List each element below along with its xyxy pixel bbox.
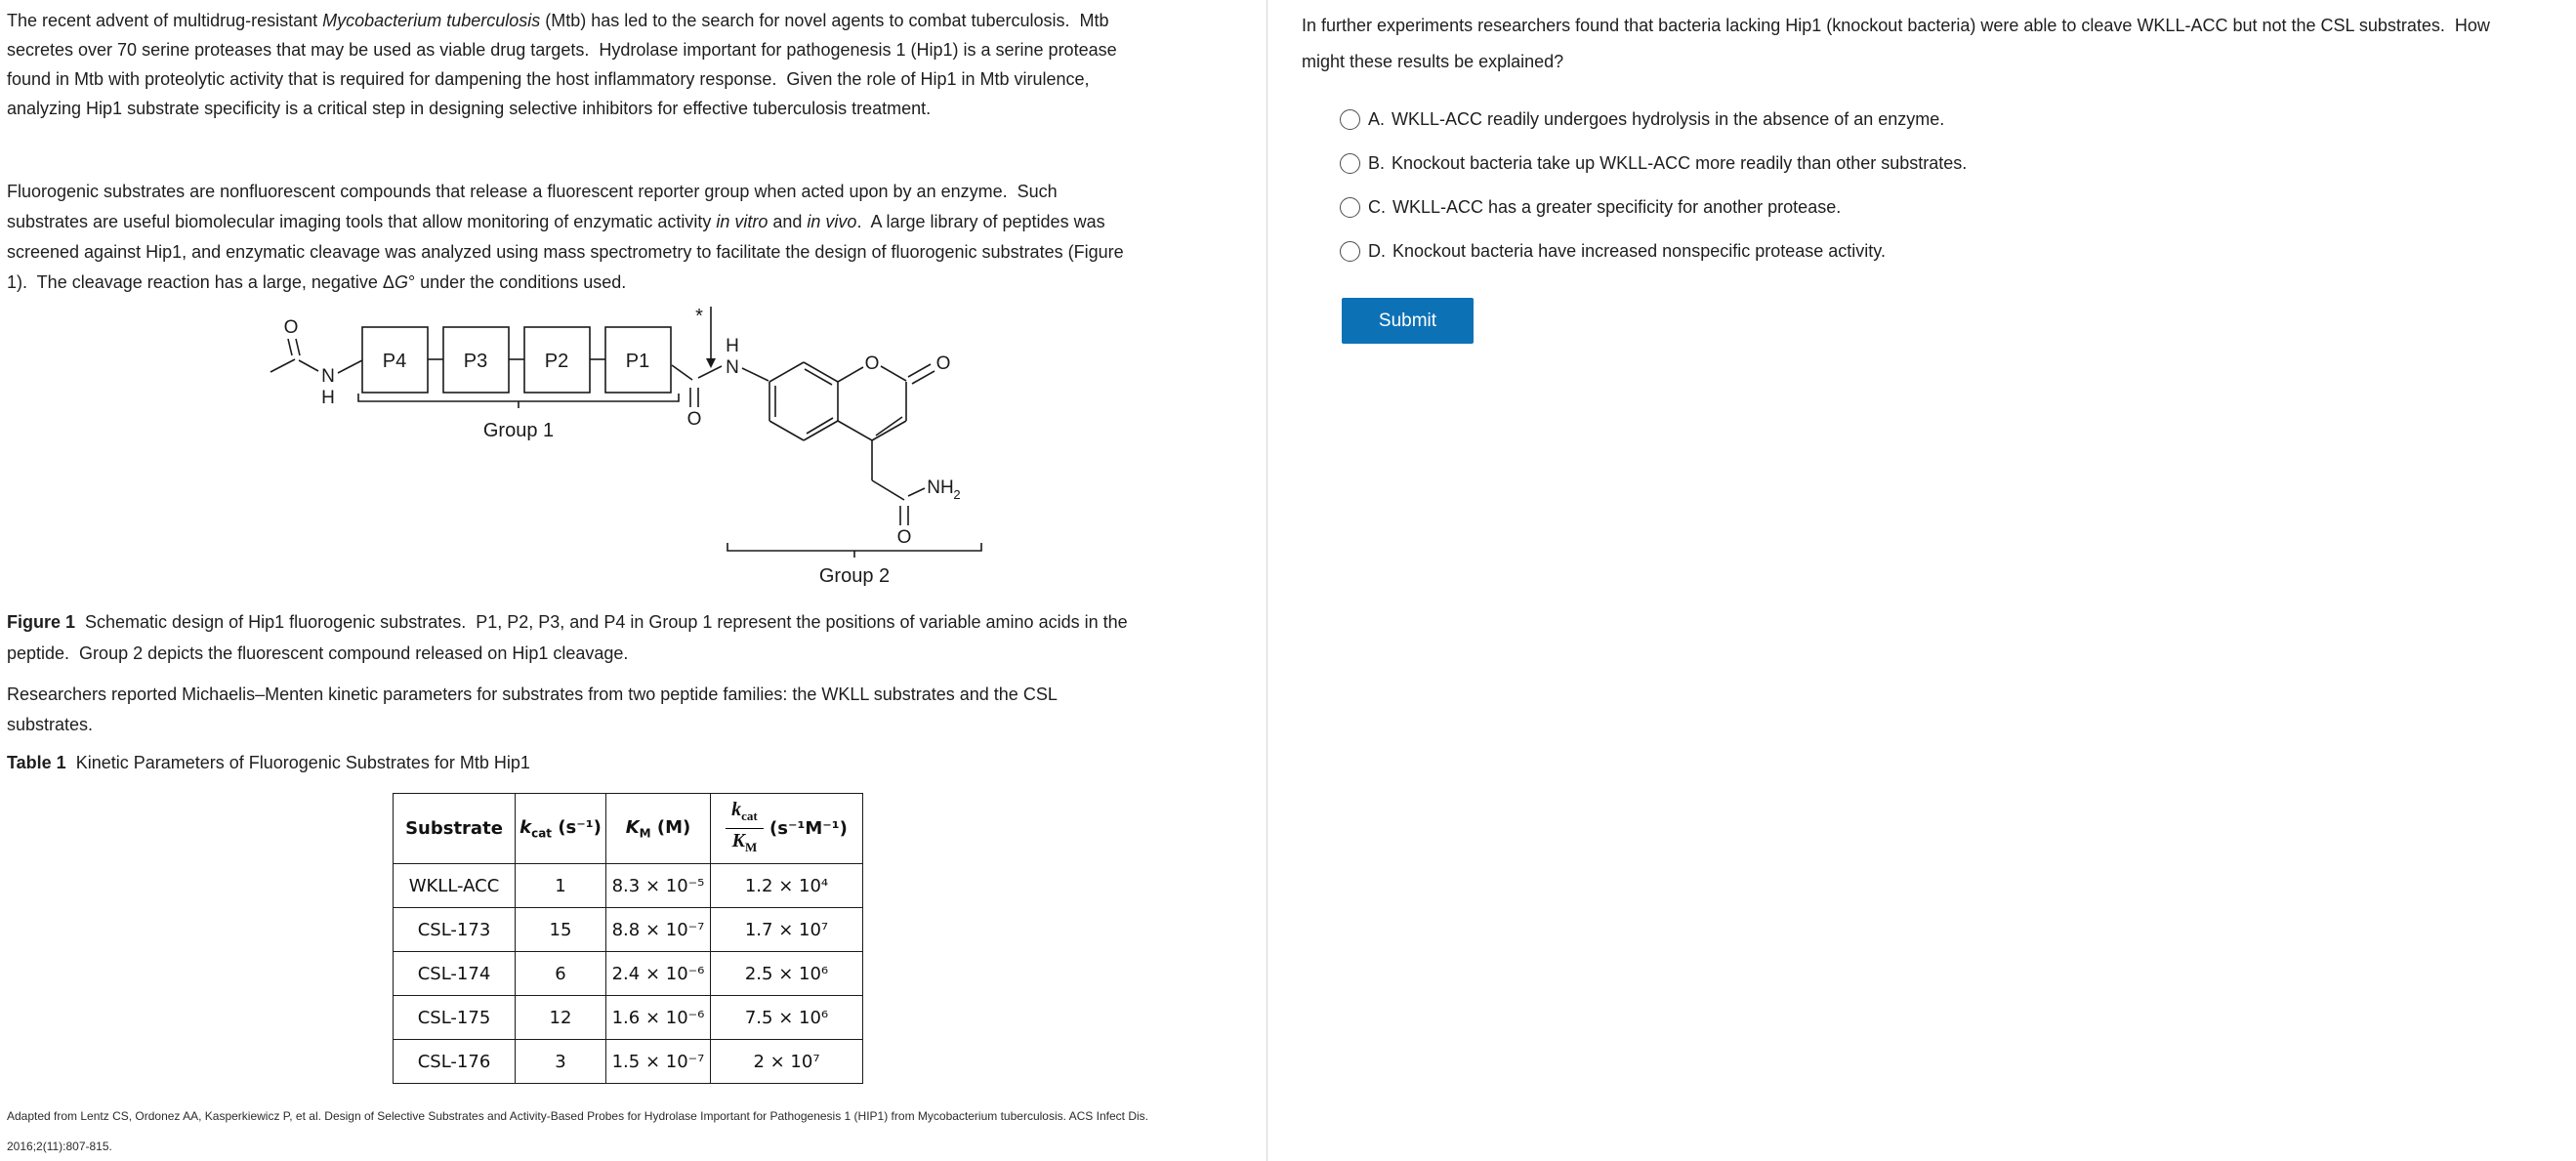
km-subscript: M xyxy=(744,840,758,854)
attribution-line-2: 2016;2(11):807-815. xyxy=(7,1140,112,1153)
option-text: Knockout bacteria take up WKLL-ACC more readily than other substrates. xyxy=(1392,153,1968,173)
cell-kcat: 1 xyxy=(516,864,606,908)
cell-substrate: WKLL-ACC xyxy=(394,864,516,908)
text-segment: Schematic design of Hip1 fluorogenic substrates. P1, P2, P3, and P4 in Group 1 represent the positions of variable amino acids in the peptide. Group 2 depicts the fluorescent compound released on Hip1 cleavage. xyxy=(7,612,1133,663)
table-row xyxy=(394,1040,863,1084)
table-row xyxy=(394,864,863,908)
text-segment: (Mtb) has led to the search for novel agents to combat tuberculosis. Mtb secretes over 70 serine proteases that may be used as viable drug targets. Hydrolase important for pathogenesis 1 (Hip1) is a serine protease found in Mtb with proteolytic activity that is required for dampening the host inflammatory response. Given the role of Hip1 in Mtb virulence, analyzing Hip1 substrate specificity is a critical step in designing selective inhibitors for effective tuberculosis treatment. xyxy=(7,11,1122,118)
hydrogen-atom-label: H xyxy=(726,336,739,356)
oxygen-atom-label: O xyxy=(686,409,702,430)
cell-km: 8.3 × 10⁻⁵ xyxy=(606,864,711,908)
cell-kcat: 15 xyxy=(516,908,606,952)
table-row xyxy=(394,908,863,952)
cleavage-asterisk: * xyxy=(695,306,703,327)
residue-label-p4: P4 xyxy=(382,351,407,372)
text-segment: The recent advent of multidrug-resistant xyxy=(7,11,323,30)
option-row-b[interactable] xyxy=(1302,142,2517,186)
amine-sub2-label: 2 xyxy=(953,487,961,502)
cell-kcat: 3 xyxy=(516,1040,606,1084)
radio-button-c[interactable] xyxy=(1340,197,1360,218)
nitrogen-atom-label: N xyxy=(321,366,335,387)
cell-km: 1.6 × 10⁻⁶ xyxy=(606,996,711,1040)
italic-species-name: Mycobacterium tuberculosis xyxy=(322,11,541,30)
group1-bracket xyxy=(358,394,679,401)
oxygen-atom-label: O xyxy=(896,527,912,548)
oxygen-atom-label: O xyxy=(283,317,299,338)
kcat-symbol: k xyxy=(731,799,742,820)
text-segment: ° under the conditions used. xyxy=(407,272,627,292)
option-row-a[interactable] xyxy=(1302,98,2517,142)
option-letter: A. xyxy=(1368,109,1386,129)
passage-paragraph-1 xyxy=(7,6,1122,123)
cell-km: 2.4 × 10⁻⁶ xyxy=(606,952,711,996)
cell-kcat: 12 xyxy=(516,996,606,1040)
amine-nh-label: NH xyxy=(927,477,954,498)
group1-label: Group 1 xyxy=(482,420,555,441)
kcat-symbol: k xyxy=(519,816,532,838)
oxygen-atom-label: O xyxy=(864,353,880,374)
cell-substrate: CSL-176 xyxy=(394,1040,516,1084)
passage-paragraph-2 xyxy=(7,177,1129,298)
fraction-denominator xyxy=(726,828,764,859)
cell-ratio: 1.2 × 10⁴ xyxy=(711,864,863,908)
group2-label: Group 2 xyxy=(818,565,891,587)
cleavage-arrowhead xyxy=(706,358,716,368)
option-text: WKLL-ACC readily undergoes hydrolysis in the absence of an enzyme. xyxy=(1392,109,1945,129)
residue-label-p2: P2 xyxy=(544,351,569,372)
text-segment: Kinetic Parameters of Fluorogenic Substrates for Mtb Hip1 xyxy=(65,753,530,772)
cell-km: 1.5 × 10⁻⁷ xyxy=(606,1040,711,1084)
table-title-label: Table 1 xyxy=(7,753,66,772)
cell-km: 8.8 × 10⁻⁷ xyxy=(606,908,711,952)
kinetics-table xyxy=(393,793,863,1084)
cell-ratio: 7.5 × 10⁶ xyxy=(711,996,863,1040)
question-stem: In further experiments researchers found that bacteria lacking Hip1 (knockout bacteria) were able to cleave WKLL-ACC but not the CSL substrates. How might these results be explained? xyxy=(1302,16,2495,71)
answer-options xyxy=(1302,98,2517,273)
table-header-row xyxy=(394,794,863,864)
fraction-numerator xyxy=(726,798,764,828)
italic-in-vivo: in vivo xyxy=(807,212,857,231)
kcat-km-fraction xyxy=(726,798,764,859)
group2-bracket xyxy=(727,543,981,551)
cell-ratio: 1.7 × 10⁷ xyxy=(711,908,863,952)
col-header-kcat-over-km xyxy=(711,794,863,864)
figure-caption xyxy=(7,606,1132,669)
italic-in-vitro: in vitro xyxy=(716,212,769,231)
nitrogen-atom-label: N xyxy=(726,357,739,378)
col-header-substrate: Substrate xyxy=(394,794,516,864)
option-letter: C. xyxy=(1368,197,1386,217)
text-segment: and xyxy=(768,212,808,231)
col-header-kcat xyxy=(516,794,606,864)
italic-gibbs-g: G xyxy=(394,272,408,292)
table-title xyxy=(7,748,1130,777)
radio-button-d[interactable] xyxy=(1340,241,1360,262)
cell-substrate: CSL-173 xyxy=(394,908,516,952)
radio-button-a[interactable] xyxy=(1340,109,1360,130)
option-letter: B. xyxy=(1368,153,1386,173)
text-segment: Fluorogenic substrates are nonfluorescent compounds that release a fluorescent reporter group when acted upon by an enzyme. Such substrates are useful biomolecular imaging tools that allow monitoring of enzymatic activity xyxy=(7,182,1062,231)
km-symbol: K xyxy=(731,830,745,851)
table-row xyxy=(394,952,863,996)
submit-button[interactable]: Submit xyxy=(1342,298,1474,344)
table-row xyxy=(394,996,863,1040)
km-unit: (M) xyxy=(650,816,691,838)
passage-paragraph-3: Researchers reported Michaelis–Menten kinetic parameters for substrates from two peptide families: the WKLL substrates and the CSL substrates. xyxy=(7,684,1062,734)
kcat-subscript: cat xyxy=(531,826,553,841)
col-header-km xyxy=(606,794,711,864)
attribution-line-1: Adapted from Lentz CS, Ordonez AA, Kasperkiewicz P, et al. Design of Selective Substrates and Activity-Based Probes for Hydrolase Important for Pathogenesis 1 (HIP1) from Mycobacterium tuberculosis. ACS Infect Dis. xyxy=(7,1109,1148,1123)
kcat-unit: (s⁻¹) xyxy=(552,816,602,838)
oxygen-atom-label: O xyxy=(935,353,951,374)
option-row-c[interactable] xyxy=(1302,186,2517,229)
cell-kcat: 6 xyxy=(516,952,606,996)
cell-substrate: CSL-175 xyxy=(394,996,516,1040)
source-attribution xyxy=(7,1101,1276,1161)
hydrogen-atom-label: H xyxy=(321,388,335,408)
ratio-unit: (s⁻¹M⁻¹) xyxy=(763,818,848,839)
cell-ratio: 2 × 10⁷ xyxy=(711,1040,863,1084)
option-text: WKLL-ACC has a greater specificity for another protease. xyxy=(1392,197,1842,217)
radio-button-b[interactable] xyxy=(1340,153,1360,174)
figure-1-structure xyxy=(254,298,996,596)
kcat-subscript: cat xyxy=(741,809,758,823)
residue-label-p1: P1 xyxy=(625,351,650,372)
km-symbol: K xyxy=(625,816,640,838)
residue-label-p3: P3 xyxy=(463,351,488,372)
cell-substrate: CSL-174 xyxy=(394,952,516,996)
option-text: Knockout bacteria have increased nonspecific protease activity. xyxy=(1392,241,1886,261)
figure-caption-label: Figure 1 xyxy=(7,612,76,632)
text-segment: . A large library of peptides was screened against Hip1, and enzymatic cleavage was analyzed using mass spectrometry to facilitate the design of fluorogenic substrates (Figure 1). The cleavage reaction has a large, negative Δ xyxy=(7,212,1129,292)
km-subscript: M xyxy=(639,826,651,841)
option-row-d[interactable] xyxy=(1302,229,2517,273)
cell-ratio: 2.5 × 10⁶ xyxy=(711,952,863,996)
option-letter: D. xyxy=(1368,241,1386,261)
